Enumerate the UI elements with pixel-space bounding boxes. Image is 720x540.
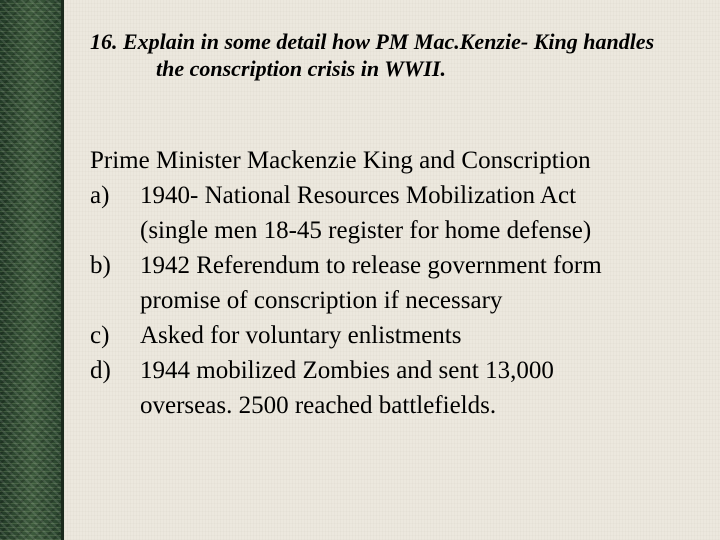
list-item-letter: c)	[90, 322, 110, 349]
list-item-line: 1942 Referendum to release government form	[140, 252, 602, 279]
list-item-letter: b)	[90, 252, 111, 279]
body-heading: Prime Minister Mackenzie King and Conscription	[90, 147, 591, 174]
list-item-line: promise of conscription if necessary	[140, 287, 503, 314]
list-item-text	[140, 178, 710, 248]
slide-title	[90, 28, 700, 82]
title-line-2: the conscription crisis in WWII.	[156, 56, 446, 81]
list-item-line: 1940- National Resources Mobilization Act	[140, 182, 577, 209]
list-item	[90, 178, 710, 248]
list-item-text	[140, 353, 710, 423]
slide-body	[90, 143, 710, 423]
decorative-border	[0, 0, 64, 540]
title-line-1: 16. Explain in some detail how PM Mac.Kenzie- King handles	[90, 29, 655, 54]
list-item-text	[140, 318, 710, 353]
list-item-line: overseas. 2500 reached battlefields.	[140, 392, 497, 419]
list-item-line: 1944 mobilized Zombies and sent 13,000	[140, 357, 554, 384]
list-item	[90, 318, 710, 353]
list-item	[90, 248, 710, 318]
list-item-letter: a)	[90, 182, 110, 209]
list-item-text	[140, 248, 710, 318]
list-item-letter: d)	[90, 357, 111, 384]
list-item	[90, 353, 710, 423]
list-item-line: (single men 18-45 register for home defense)	[140, 217, 592, 244]
list-item-line: Asked for voluntary enlistments	[140, 322, 462, 349]
